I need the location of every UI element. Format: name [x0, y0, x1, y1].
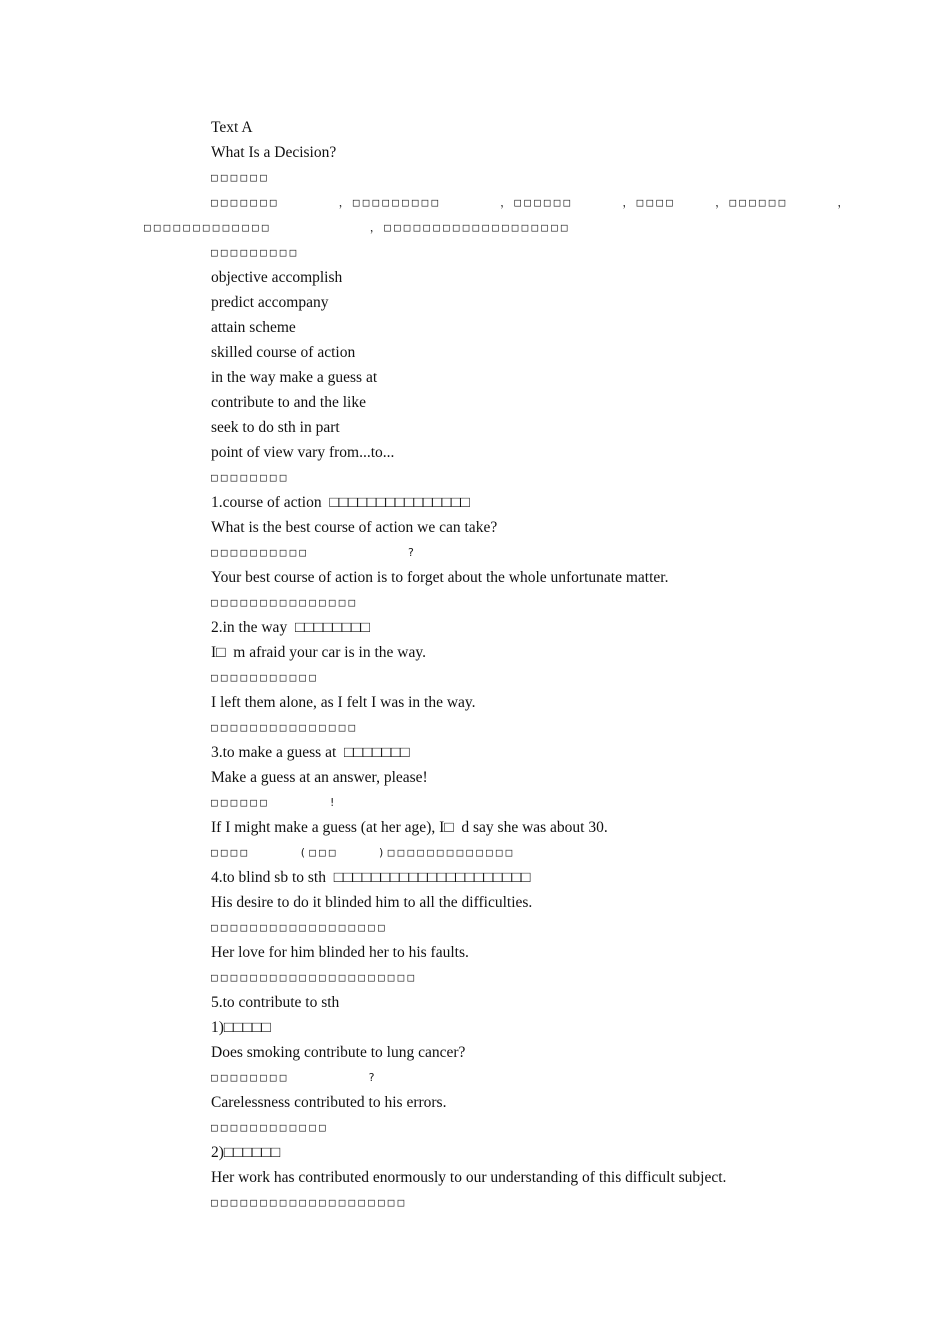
phrase-heading: 3.to make a guess at □□□□□□□ — [211, 744, 410, 761]
example-translation: □□□□□□□□□□□□□□□□□□□□ — [211, 1196, 408, 1209]
example-translation: □□□□□□□□□□□□□□□□□□□□□ — [211, 971, 418, 984]
section-heading: □□□□□□□□□ — [211, 246, 300, 259]
example-translation: □□□□□□□□□□ ? — [211, 546, 418, 559]
example-translation: □□□□□□□□□□□□ — [211, 1121, 329, 1134]
vocabulary-line: predict accompany — [211, 294, 329, 311]
example-sentence: If I might make a guess (at her age), I□ d say she was about 30. — [211, 819, 608, 836]
example-translation: □□□□□□ ! — [211, 796, 339, 809]
example-sentence: What is the best course of action we can take? — [211, 519, 498, 536]
example-translation: □□□□□□□□□□□□□□□□□□ — [211, 921, 388, 934]
phrase-heading: 2.in the way □□□□□□□□ — [211, 619, 370, 636]
text-subtitle: What Is a Decision? — [211, 144, 337, 161]
example-translation: □□□□□□□□□□□ — [211, 671, 320, 684]
text-title: Text A — [211, 119, 253, 136]
intro-paragraph-line: □□□□□□□ ，□□□□□□□□□ ，□□□□□□ ，□□□□ ，□□□□□□ ， — [211, 196, 852, 209]
example-sentence: Her work has contributed enormously to our understanding of this difficult subject. — [211, 1169, 727, 1186]
vocabulary-line: point of view vary from...to... — [211, 444, 395, 461]
vocabulary-line: attain scheme — [211, 319, 296, 336]
sense-heading: 1)□□□□□ — [211, 1019, 271, 1036]
vocabulary-line: contribute to and the like — [211, 394, 366, 411]
phrase-heading: 5.to contribute to sth — [211, 994, 340, 1011]
sense-heading: 2)□□□□□□ — [211, 1144, 281, 1161]
example-translation: □□□□ (□□□ )□□□□□□□□□□□□□ — [211, 846, 516, 859]
example-sentence: Make a guess at an answer, please! — [211, 769, 428, 786]
example-sentence: Her love for him blinded her to his faults. — [211, 944, 469, 961]
section-heading: □□□□□□□□ — [211, 471, 290, 484]
example-sentence: I left them alone, as I felt I was in the way. — [211, 694, 476, 711]
vocabulary-line: in the way make a guess at — [211, 369, 378, 386]
example-translation: □□□□□□□□□□□□□□□ — [211, 596, 359, 609]
example-sentence: Your best course of action is to forget about the whole unfortunate matter. — [211, 569, 669, 586]
intro-paragraph-line: □□□□□□□□□□□□□ ，□□□□□□□□□□□□□□□□□□□ — [144, 221, 571, 234]
vocabulary-line: skilled course of action — [211, 344, 356, 361]
phrase-heading: 4.to blind sb to sth □□□□□□□□□□□□□□□□□□□□□ — [211, 869, 531, 886]
example-sentence: Does smoking contribute to lung cancer? — [211, 1044, 466, 1061]
phrase-heading: 1.course of action □□□□□□□□□□□□□□□ — [211, 494, 470, 511]
example-sentence: Carelessness contributed to his errors. — [211, 1094, 447, 1111]
example-translation: □□□□□□□□□□□□□□□ — [211, 721, 359, 734]
example-sentence: I□ m afraid your car is in the way. — [211, 644, 426, 661]
section-heading: □□□□□□ — [211, 171, 270, 184]
example-sentence: His desire to do it blinded him to all the difficulties. — [211, 894, 533, 911]
example-translation: □□□□□□□□ ? — [211, 1071, 378, 1084]
vocabulary-line: objective accomplish — [211, 269, 343, 286]
vocabulary-line: seek to do sth in part — [211, 419, 340, 436]
